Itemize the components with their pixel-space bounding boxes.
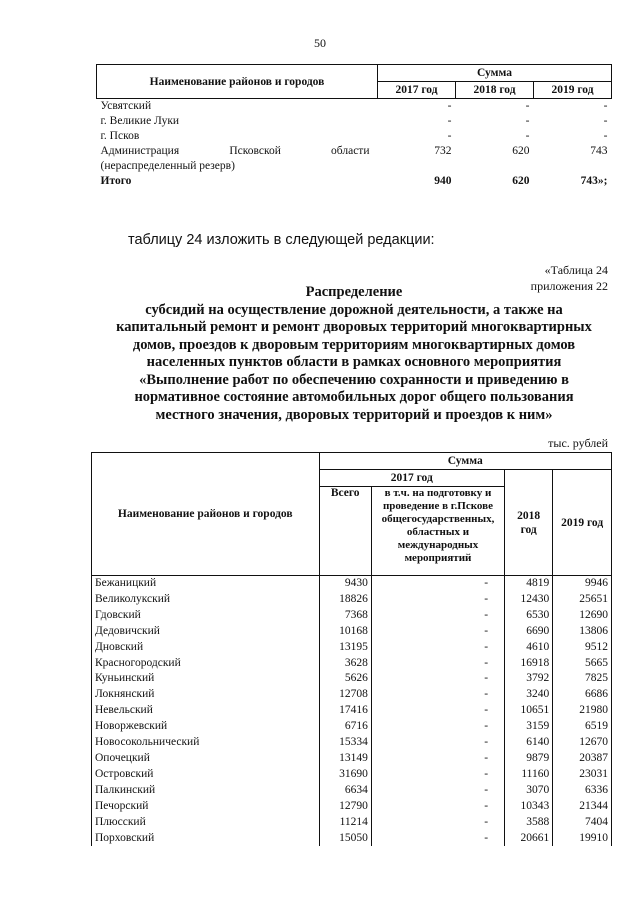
title-line: домов, проездов к дворовым территориям многоквартирных домов <box>132 336 576 353</box>
table2-year-2018: 2018 год <box>505 470 553 576</box>
value-2018: 9879 <box>505 751 553 767</box>
table-row <box>92 592 612 608</box>
value-2019: 21980 <box>553 703 612 719</box>
district-name: Порховский <box>92 831 320 847</box>
value-total-2017: 12708 <box>319 687 371 703</box>
title-line: нормативное состояние автомобильных дорог общего пользования <box>134 389 574 405</box>
admin-name-part: области <box>331 145 370 157</box>
district-name: Усвятский <box>100 100 152 112</box>
value-2018: 20661 <box>505 831 553 847</box>
table-row <box>92 608 612 624</box>
value-incl-2017: - <box>371 576 504 592</box>
district-name: Гдовский <box>92 608 320 624</box>
district-name: г. Великие Луки <box>100 115 180 127</box>
value-2018: 3159 <box>505 719 553 735</box>
table-row <box>92 799 612 815</box>
value-2018: 3240 <box>505 687 553 703</box>
title-line: местного значения, дворовых территорий и проездов к ним» <box>155 406 553 423</box>
value-2017: 732 <box>434 145 452 157</box>
title-line: «Выполнение работ по обеспечению сохранности и приведению в <box>139 371 569 388</box>
value-2019: - <box>603 115 608 127</box>
value-total-2017: 31690 <box>319 767 371 783</box>
value-incl-2017: - <box>371 671 504 687</box>
value-incl-2017: - <box>371 608 504 624</box>
table-row <box>92 831 612 847</box>
table-row <box>92 687 612 703</box>
value-2018: 11160 <box>505 767 553 783</box>
value-2018: 10343 <box>505 799 553 815</box>
value-2018: 6690 <box>505 624 553 640</box>
district-name: Бежаницкий <box>92 576 320 592</box>
value-total-2017: 11214 <box>319 815 371 831</box>
value-incl-2017: - <box>371 783 504 799</box>
value-2019: - <box>603 130 608 142</box>
table2-name-header: Наименование районов и городов <box>92 453 320 576</box>
district-name: Опочецкий <box>92 751 320 767</box>
document-title <box>96 284 612 424</box>
total-2017: 940 <box>434 175 452 187</box>
value-incl-2017: - <box>371 815 504 831</box>
value-incl-2017: - <box>371 624 504 640</box>
value-2019: 13806 <box>553 624 612 640</box>
admin-name-cell <box>97 144 378 174</box>
subsidy-distribution-table <box>91 452 612 846</box>
value-incl-2017: - <box>371 767 504 783</box>
value-2019: 12670 <box>553 735 612 751</box>
table-row <box>92 719 612 735</box>
admin-name-part: Администрация <box>100 145 180 157</box>
district-name: Дедовичский <box>92 624 320 640</box>
value-2018: 620 <box>512 145 530 157</box>
value-total-2017: 6716 <box>319 719 371 735</box>
district-name: Новосокольнический <box>92 735 320 751</box>
table-row <box>92 735 612 751</box>
caption-line: «Таблица 24 <box>544 263 608 277</box>
value-incl-2017: - <box>371 687 504 703</box>
table-row <box>92 671 612 687</box>
value-2018: 3588 <box>505 815 553 831</box>
table1-year-2017: 2017 год <box>378 82 456 99</box>
value-2018: 6530 <box>505 608 553 624</box>
district-name: Плюсский <box>92 815 320 831</box>
table-row <box>92 576 612 592</box>
value-2019: 12690 <box>553 608 612 624</box>
table-row <box>97 99 612 115</box>
value-2018: - <box>525 115 530 127</box>
table2-year-2019: 2019 год <box>553 470 612 576</box>
title-line: капитальный ремонт и ремонт дворовых территорий многоквартирных <box>116 319 592 335</box>
total-2019: 743»; <box>580 175 608 187</box>
value-2019: 9946 <box>553 576 612 592</box>
table-row-total <box>97 174 612 189</box>
value-total-2017: 5626 <box>319 671 371 687</box>
table-row <box>92 767 612 783</box>
district-name: Новоржевский <box>92 719 320 735</box>
value-2018: 4610 <box>505 640 553 656</box>
value-2019: 19910 <box>553 831 612 847</box>
total-label: Итого <box>100 175 132 187</box>
district-name: Островский <box>92 767 320 783</box>
district-name: Великолукский <box>92 592 320 608</box>
admin-name-part: Псковской <box>229 145 281 157</box>
value-2018: 12430 <box>505 592 553 608</box>
table1-year-2018: 2018 год <box>456 82 534 99</box>
table-row <box>92 703 612 719</box>
admin-name-line2: (нераспределенный резерв) <box>100 160 235 172</box>
value-total-2017: 15334 <box>319 735 371 751</box>
value-total-2017: 15050 <box>319 831 371 847</box>
value-total-2017: 13149 <box>319 751 371 767</box>
value-incl-2017: - <box>371 799 504 815</box>
table2-sum-header: Сумма <box>319 453 612 470</box>
value-incl-2017: - <box>371 831 504 847</box>
units-label: тыс. рублей <box>548 436 608 450</box>
value-2019: 6686 <box>553 687 612 703</box>
page-number: 50 <box>314 36 326 50</box>
value-2019: 6336 <box>553 783 612 799</box>
value-2017: - <box>447 115 452 127</box>
value-2018: 16918 <box>505 656 553 672</box>
value-2019: 21344 <box>553 799 612 815</box>
value-2019: 743 <box>590 145 608 157</box>
value-2018: 3070 <box>505 783 553 799</box>
table-row <box>92 783 612 799</box>
value-incl-2017: - <box>371 735 504 751</box>
value-total-2017: 12790 <box>319 799 371 815</box>
district-name: Палкинский <box>92 783 320 799</box>
table2-total-header: Всего <box>319 487 371 576</box>
value-total-2017: 3628 <box>319 656 371 672</box>
value-2019: 6519 <box>553 719 612 735</box>
value-2018: - <box>525 130 530 142</box>
value-total-2017: 13195 <box>319 640 371 656</box>
value-2018: 4819 <box>505 576 553 592</box>
value-total-2017: 17416 <box>319 703 371 719</box>
value-2018: 3792 <box>505 671 553 687</box>
table-row <box>92 656 612 672</box>
value-2019: 7825 <box>553 671 612 687</box>
value-2019: 23031 <box>553 767 612 783</box>
value-incl-2017: - <box>371 640 504 656</box>
amendment-instruction: таблицу 24 изложить в следующей редакции: <box>128 232 435 248</box>
table-row <box>97 129 612 144</box>
table1-name-header: Наименование районов и городов <box>97 65 378 99</box>
title-line: населенных пунктов области в рамках основного мероприятия <box>146 354 562 370</box>
value-2019: 25651 <box>553 592 612 608</box>
table-row <box>92 751 612 767</box>
table-row <box>97 114 612 129</box>
value-2019: 7404 <box>553 815 612 831</box>
district-name: Локнянский <box>92 687 320 703</box>
district-name: Печорский <box>92 799 320 815</box>
table-row <box>92 624 612 640</box>
value-total-2017: 7368 <box>319 608 371 624</box>
value-total-2017: 10168 <box>319 624 371 640</box>
table1-year-2019: 2019 год <box>534 82 612 99</box>
allocation-table-previous <box>96 64 612 189</box>
value-2017: - <box>447 130 452 142</box>
table-row <box>92 640 612 656</box>
value-total-2017: 18826 <box>319 592 371 608</box>
district-name: Куньинский <box>92 671 320 687</box>
value-2017: - <box>447 100 452 112</box>
value-total-2017: 6634 <box>319 783 371 799</box>
caption-line: приложения 22 <box>530 279 608 293</box>
value-2018: 10651 <box>505 703 553 719</box>
value-incl-2017: - <box>371 751 504 767</box>
district-name: Невельский <box>92 703 320 719</box>
title-line: Распределение <box>305 284 403 300</box>
value-2019: - <box>603 100 608 112</box>
total-2018: 620 <box>512 175 530 187</box>
value-total-2017: 9430 <box>319 576 371 592</box>
value-2018: - <box>525 100 530 112</box>
table1-sum-header: Сумма <box>378 65 612 82</box>
table2-year-2017: 2017 год <box>319 470 505 487</box>
value-2018: 6140 <box>505 735 553 751</box>
value-incl-2017: - <box>371 719 504 735</box>
table2-incl-header: в т.ч. на подготовку и проведение в г.Пскове общегосударственных, областных и международных мероприятий <box>371 487 504 576</box>
value-incl-2017: - <box>371 703 504 719</box>
value-incl-2017: - <box>371 656 504 672</box>
value-2019: 9512 <box>553 640 612 656</box>
table-row <box>92 815 612 831</box>
value-2019: 5665 <box>553 656 612 672</box>
value-incl-2017: - <box>371 592 504 608</box>
district-name: г. Псков <box>100 130 140 142</box>
district-name: Красногородский <box>92 656 320 672</box>
district-name: Дновский <box>92 640 320 656</box>
table-row-admin <box>97 144 612 174</box>
title-line: субсидий на осуществление дорожной деятельности, а также на <box>145 301 563 318</box>
value-2019: 20387 <box>553 751 612 767</box>
